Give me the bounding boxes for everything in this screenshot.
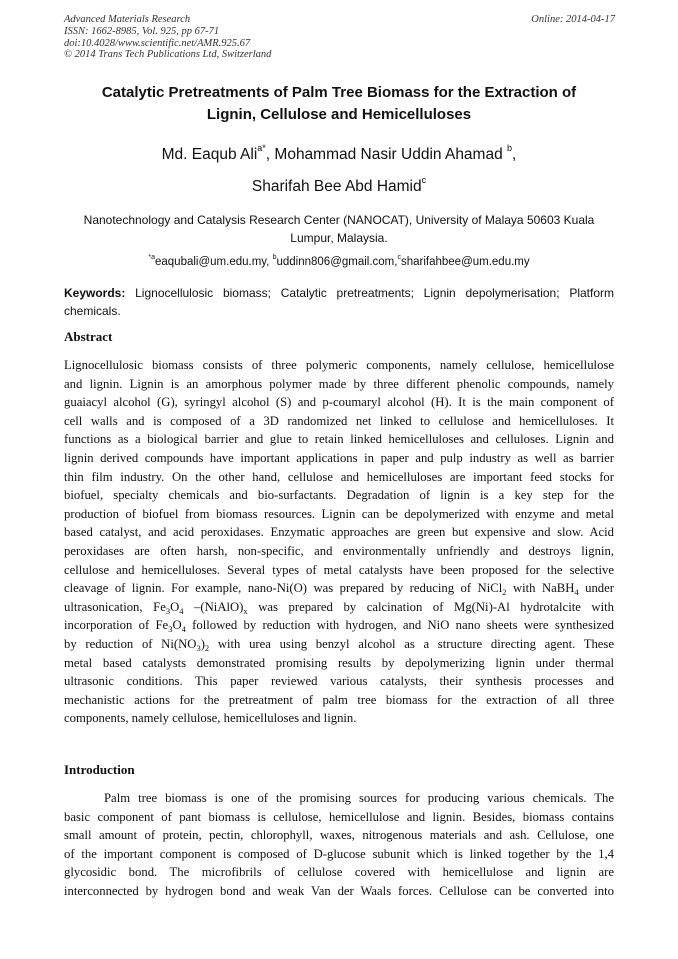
subscript: 4 (574, 587, 579, 598)
keywords (64, 284, 614, 320)
author-emails (64, 256, 614, 268)
author-separator: , (512, 146, 517, 163)
abstract-line: based catalyst, and acid peroxidases. Enzymatic approaches are green but expensive and slow. Acid (64, 525, 614, 540)
author-name: Md. Eaqub Ali (161, 146, 258, 163)
introduction-line: of the important component is composed of D-glucose subunit which is linked together by the 1,4 (64, 846, 614, 861)
email-mark: b (272, 254, 277, 261)
introduction-line: interconnected by hydrogen bond and weak Van der Waals forces. Cellulose can be converted into (64, 883, 614, 898)
abstract-line: cell walls and is composed of a 3D randomized net linked to cellulose and hemicelluloses. It (64, 413, 614, 428)
journal-doi: doi:10.4028/www.scientific.net/AMR.925.67 (64, 37, 251, 49)
abstract-line: thin film industry. On the other hand, cellulose and hemicelluloses are important feed stocks for (64, 469, 614, 484)
abstract-line (64, 635, 614, 654)
introduction-line: Palm tree biomass is one of the promising sources for producing various chemicals. The (104, 791, 614, 805)
introduction-line: glycosidic bond. The microfibrils of cellulose covered with hemicellulose and lignin are (64, 865, 614, 880)
abstract-line: biofuel, specialty chemicals and bio-surfactants. Degradation of lignin is a key step for the (64, 488, 614, 503)
author-line (60, 143, 618, 164)
subscript: 2 (204, 642, 210, 653)
text-run: with NaBH (506, 581, 575, 596)
online-date: Online: 2014-04-17 (531, 14, 615, 25)
text-run: followed by reduction with hydrogen, and NiO nano sheets were synthesized (185, 618, 614, 633)
abstract-line: metal based catalysts demonstrated promising results by depolymerizing lignin under thermal (64, 655, 614, 670)
paper-title (70, 82, 608, 126)
author-line (60, 175, 618, 196)
author-name: Sharifah Bee Abd Hamid (251, 178, 422, 195)
subscript: 2 (502, 587, 507, 598)
introduction-line: basic component of pant biomass is cellulose, hemicellulose and lignin. Besides, biomass contains (64, 809, 614, 824)
subscript: 3 (196, 642, 201, 653)
abstract-body (64, 356, 614, 728)
introduction-body (64, 789, 614, 901)
keywords-text: Lignocellulosic biomass; Catalytic pretreatments; Lignin depolymerisation; Platform chemicals. (64, 286, 614, 318)
keywords-label: Keywords: (64, 286, 126, 300)
subscript: 3 (168, 624, 173, 635)
affiliation (64, 211, 614, 247)
abstract-line: peroxidases are often harsh, non-specific, and environmentally unfriendly and destroys lignin, (64, 543, 614, 558)
subscript: 4 (181, 624, 186, 635)
abstract-line (64, 616, 614, 635)
email-mark: c (397, 254, 401, 261)
text-run: O (170, 599, 180, 614)
abstract-heading: Abstract (64, 329, 113, 344)
abstract-line: Lignocellulosic biomass consists of three polymeric components, namely cellulose, hemicellulose (64, 358, 614, 372)
email-mark: *a (148, 254, 155, 261)
text-run: by reduction of Ni(NO (64, 636, 197, 651)
text-run: under (578, 581, 614, 596)
abstract-line (64, 579, 614, 598)
subscript: 4 (179, 605, 184, 616)
affiliation-line: Nanotechnology and Catalysis Research Center (NANOCAT), University of Malaya 50603 Kuala (83, 213, 595, 227)
author-name: , Mohammad Nasir Uddin Ahamad (265, 146, 503, 163)
title-line: Lignin, Cellulose and Hemicelluloses (206, 106, 472, 123)
abstract-line (64, 598, 614, 617)
journal-header (64, 14, 271, 61)
journal-issn: ISSN: 1662-8985, Vol. 925, pp 67-71 (64, 25, 220, 37)
text-run: cleavage of lignin. For example, nano-Ni(O) was prepared by reducing of NiCl (64, 581, 503, 596)
author-mark: b (507, 143, 513, 153)
journal-name: Advanced Materials Research (64, 14, 191, 25)
text-run: was prepared by calcination of Mg(Ni)-Al hydrotalcite with (247, 599, 614, 614)
subscript: x (243, 605, 248, 616)
abstract-line: components, namely cellulose, hemicelluloses and lignin. (64, 711, 357, 726)
introduction-heading: Introduction (64, 762, 135, 777)
abstract-line: cellulose and hemicelluloses. Several types of metal catalysts have been proposed for the selective (64, 562, 614, 577)
email-address: sharifahbee@um.edu.my (400, 256, 530, 268)
text-run: ultrasonication, Fe (64, 599, 166, 614)
text-run: –(NiAlO) (183, 599, 244, 614)
abstract-line: functions as a biological barrier and glue to retain linked hemicelluloses and celluloses. Lignin and (64, 432, 614, 447)
abstract-line: lignin derived compounds have important applications in paper and pulp industry as well as barrier (64, 450, 614, 465)
email-address: uddinn806@gmail.com, (276, 256, 398, 268)
subscript: 3 (165, 605, 171, 616)
introduction-line: small amount of protein, pectin, chlorophyll, waxes, nitrogenous materials and ash. Cellulose, one (64, 828, 614, 843)
title-line: Catalytic Pretreatments of Palm Tree Biomass for the Extraction of (101, 84, 577, 101)
text-run: O (172, 618, 182, 633)
abstract-line: mechanistic actions for the pretreatment of palm tree biomass for the extraction of all three (64, 692, 614, 707)
author-mark: a* (257, 143, 266, 153)
affiliation-line: Lumpur, Malaysia. (290, 231, 388, 245)
abstract-line: production of biofuel from biomass resources. Lignin can be depolymerized with enzyme and metal (64, 506, 614, 521)
abstract-line: and lignin. Lignin is an amorphous polymer made by three different phenolic compounds, namely (64, 376, 614, 391)
text-run: with urea using benzyl alcohol as a structure directing agent. These (209, 636, 614, 651)
abstract-line: ultrasonic conditions. This paper reviewed various catalysts, their synthesis processes and (64, 674, 614, 689)
text-run: ) (200, 636, 205, 651)
text-run: incorporation of Fe (64, 618, 169, 633)
abstract-line: guaiacyl alcohol (G), syringyl alcohol (S) and p-coumaryl alcohol (H). It is the main component of (64, 395, 614, 410)
author-mark: c (421, 175, 427, 185)
email-address: eaqubali@um.edu.my, (154, 256, 273, 268)
journal-copyright: © 2014 Trans Tech Publications Ltd, Switzerland (64, 49, 272, 61)
